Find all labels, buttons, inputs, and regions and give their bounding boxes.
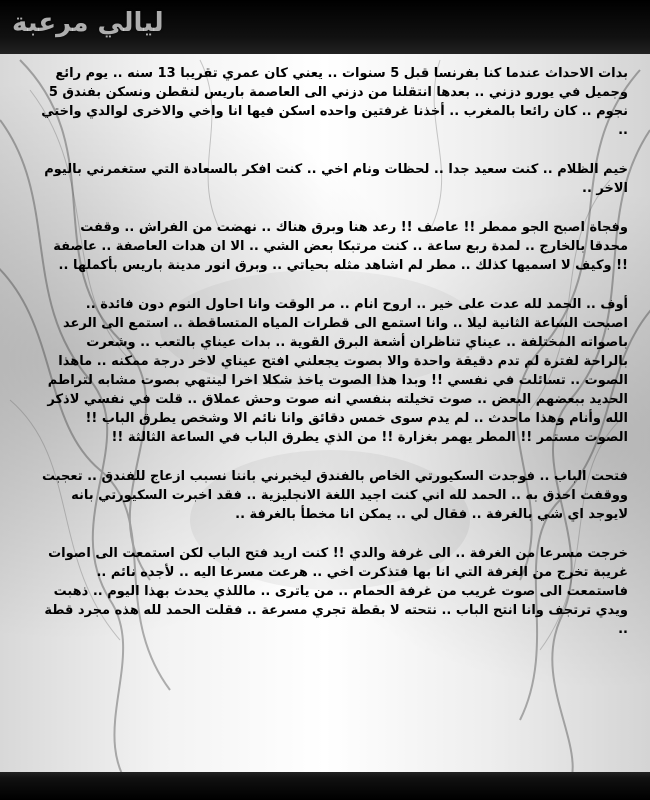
paragraph-3: وفجاة اصبح الجو ممطر !! عاصف !! رعد هنا وبرق هناك .. نهضت من الفراش .. وقفت محدقا بالخارج .. لمدة ربع ساعة .. كنت مرتبكا بعض الشي .. الا ان هدات العاصفة .. عاصفة !! وكيف لا اسميها كذلك .. مطر لم اشاهد مثله بحياتي .. وبرق انور مدينة باريس بأكملها .. [53, 220, 628, 273]
story-text [38, 64, 628, 659]
bottom-dark-band [0, 772, 650, 800]
paragraph-6: خرجت مسرعا من الغرفة .. الى غرفة والدي !! كنت اريد فتح الباب لكن استمعت الى اصوات غريبة تخرج من الغرفة التي انا بها فتذكرت اخي .. هرعت مسرعا اليه .. لأجده نائم .. فاستمعت الى صوت غريب من غرفة الحمام .. من ياترى .. ماللذي يحدث بهذا اليوم .. ذهبت ويدي ترتجف وانا انتح الباب .. نتحته لا بقطة تجري مسرعة .. فقلت الحمد لله هذه مجرد قطة .. [44, 546, 628, 637]
paragraph-1: بدات الاحداث عندما كنا بفرنسا قبل 5 سنوات .. يعني كان عمري تقريبا 13 سنه .. يوم رائع وجميل في يورو دزني .. بعدها انتقلنا من دزني الى العاصمة باريس لنقطن ونسكن بفندق 5 نجوم .. كان رائعا بالمغرب .. أخذنا غرفتين واحده اسكن فيها انا واخي والاخرى لوالدي واختي .. [41, 66, 628, 138]
paragraph-5: فتحت الباب .. فوجدت السكيورتي الخاص بالفندق ليخبرني باننا نسبب ازعاج للفندق .. تعجبت ووقفت احدق به .. الحمد لله اني كنت اجيد اللغة الانجليزية .. فقد اخبرت السكيورتي بانه لايوجد اي شي بالغرفة .. فقال لي .. يمكن انا مخطأ بالغرفة .. [41, 469, 628, 522]
paragraph-4: أوف .. الحمد لله عدت على خير .. اروح انام .. مر الوقت وانا احاول النوم دون فائدة .. اصبحت الساعة الثانية ليلا .. وانا استمع الى قطرات المياه المتساقطة .. استمع الى الرعد باصواته المختلفة .. عيناي تناظران أشعة البرق القوية .. بدات عيناي بالتعب .. وشعرت بالراحة لفترة لم تدم دقيقة واحدة والا بصوت يجعلني افتح عيناي لاخر درجة ممكنه .. ماهذا الصوت .. تسائلت في نفسي !! وبدا هذا الصوت ياخذ شكلا اخرا لينتهي بصوت مشابه لتراطم الحديد ببعضهم البعض .. صوت تخيلته بنفسي انه صوت وحش عملاق .. قلت في نفسي لاذكر الله وأنام وهذا ماحدث .. لم يدم سوى خمس دقائق وانا نائم الا وشخص يطرق الباب !! الصوت مستمر !! المطر يهمر بغزارة !! من الذي يطرق الباب في الساعة الثالثة !! [47, 297, 628, 445]
paragraph-2: خيم الظلام .. كنت سعيد جدا .. لحظات ونام اخي .. كنت افكر بالسعادة التي ستغمرني باليوم الاخر .. [44, 162, 628, 196]
watermark-title: ليالي مرعبة [12, 8, 164, 38]
